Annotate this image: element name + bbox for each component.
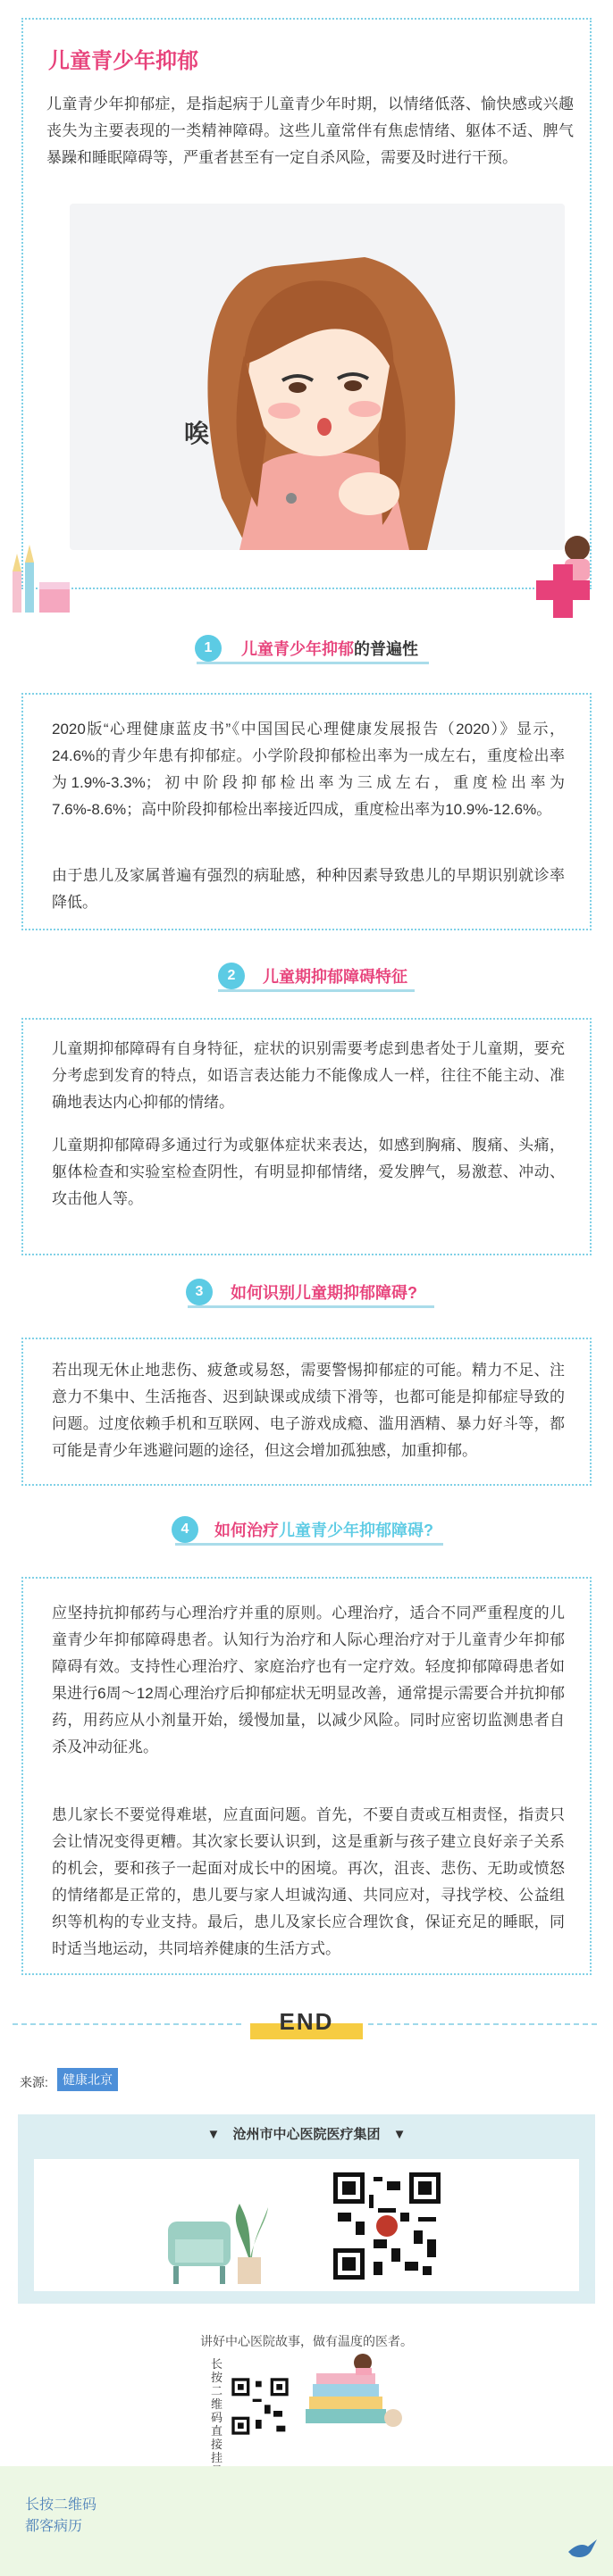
section-4-paragraph-2: 患儿家长不要觉得难堪，应直面问题。首先，不要自责或互相责怪，指责只会让情况变得更糟。其次家长要认识到，这是重新与孩子建立良好亲子关系的机会，要和孩子一起面对成长中的困境。再次，沮丧、悲伤、无助或愤怒的情绪都是正常的，患儿要与家人坦诚沟通、共同应对，寻找学校、公益组织等机构的专业支持。最后，患儿及家长应合理饮食，保证充足的睡眠，同时适当地运动，共同培养健康的生活方式。 <box>52 1806 565 1957</box>
section-2-heading <box>0 954 613 998</box>
medical-cross-decoration <box>533 529 606 627</box>
section-1-title <box>241 637 418 660</box>
section-1-box <box>21 693 592 930</box>
end-divider-right <box>368 2023 600 2025</box>
section-2-paragraph-1: 儿童期抑郁障碍有自身特征，症状的识别需要考虑到患者处于儿童期，要充分考虑到发育的特点，如语言表达能力不能像成人一样，往往不能主动、准确地表达内心抑郁的情绪。 <box>52 1040 565 1111</box>
section-4-number: 4 <box>172 1516 198 1543</box>
triangle-down-icon: ▼ <box>206 2127 221 2142</box>
register-qr-label: 长按二维码直接挂 <box>211 2357 223 2464</box>
footer-text <box>25 2495 97 2538</box>
triangle-down-icon: ▼ <box>392 2127 407 2142</box>
hospital-card-header <box>18 2114 595 2155</box>
section-4-underline <box>175 1543 443 1546</box>
section-2-underline <box>218 989 415 992</box>
section-3-title-highlight: 如何识别 <box>231 1284 295 1302</box>
sigh-text: 唉 <box>184 420 210 447</box>
section-1-paragraph-2: 由于患儿及家属普遍有强烈的病耻感，种种因素导致患儿的早期识别就诊率降低。 <box>52 867 565 911</box>
intro-paragraph: 儿童青少年抑郁症，是指起病于儿童青少年时期，以情绪低落、愉快感或兴趣丧失为主要表现的一类精神障碍。这些儿童常伴有焦虑情绪、躯体不适、脾气暴躁和睡眠障碍等，严重者甚至有一定自杀风险，需要及时进行干预。 <box>46 96 574 166</box>
section-3-underline <box>188 1305 434 1308</box>
register-qr-code[interactable] <box>229 2375 291 2438</box>
section-2-title-rest: 抑郁障碍特征 <box>311 968 407 986</box>
section-4-title-highlight: 如何治疗 <box>214 1521 279 1539</box>
section-2-paragraph-2: 儿童期抑郁障碍多通过行为或躯体症状来表达，如感到胸痛、腹痛、头痛，躯体检查和实验室检查阴性，有明显抑郁情绪，爱发脾气，易激惹、冲动、攻击他人等。 <box>52 1137 565 1207</box>
section-3-number: 3 <box>186 1279 213 1305</box>
hospital-card-body <box>34 2159 579 2291</box>
section-4-heading <box>0 1507 613 1552</box>
footer-line-2: 都客病历 <box>25 2519 83 2534</box>
end-label: END <box>250 2004 363 2039</box>
end-divider-left <box>13 2023 245 2025</box>
armchair-plant-illustration <box>168 2195 261 2288</box>
section-1-title-highlight: 儿童青少年抑郁 <box>241 640 354 658</box>
hospital-qr-code[interactable] <box>329 2168 445 2284</box>
books-child-illustration <box>300 2347 407 2439</box>
section-1-number: 1 <box>195 635 222 662</box>
section-4-title-rest: 儿童青少年抑郁障碍? <box>279 1521 433 1539</box>
bird-icon <box>567 2536 599 2563</box>
section-1-heading <box>0 626 613 671</box>
section-3-heading <box>0 1270 613 1314</box>
hospital-name: 沧州市中心医院医疗集团 <box>232 2127 381 2142</box>
section-3-title <box>231 1280 417 1304</box>
section-1-underline <box>197 662 429 664</box>
pencil-books-decoration <box>5 536 77 616</box>
section-1-paragraph-1: 2020版“心理健康蓝皮书”《中国国民心理健康发展报告（2020）》显示，24.6%的青少年患有抑郁症。小学阶段抑郁检出率为一成左右，重度检出率为1.9%-3.3%；初中阶段抑郁检出率为三成左右，重度检出率为7.6%-8.6%；高中阶段抑郁检出率接近四成，重度检出率为10.9%-12.6%。 <box>52 721 565 818</box>
section-3-box <box>21 1338 592 1486</box>
section-4-box <box>21 1577 592 1975</box>
hospital-slogan: 讲好中心医院故事，做有温度的医者。 <box>200 2334 413 2348</box>
section-2-title <box>263 964 407 988</box>
section-2-number: 2 <box>218 963 245 989</box>
footer-line-1: 长按二维码 <box>25 2497 97 2513</box>
section-2-title-highlight: 儿童期 <box>263 968 311 986</box>
source-label: 来源: <box>20 2075 48 2089</box>
section-1-title-rest: 的普遍性 <box>354 640 418 658</box>
section-4-paragraph-1: 应坚持抗抑郁药与心理治疗并重的原则。心理治疗，适合不同严重程度的儿童青少年抑郁障碍患者。认知行为治疗和人际心理治疗对于儿童青少年抑郁障碍有效。支持性心理治疗、家庭治疗也有一定疗效。轻度抑郁障碍患者如果进行6周～12周心理治疗后抑郁症状无明显改善，通常提示需要合并抗抑郁药，用药应从小剂量开始，缓慢加量，以减少风险。同时应密切监测患者自杀及冲动征兆。 <box>52 1605 565 1755</box>
section-2-box <box>21 1018 592 1255</box>
section-3-paragraph-1: 若出现无休止地悲伤、疲惫或易怒，需要警惕抑郁症的可能。精力不足、注意力不集中、生活拖沓、迟到缺课或成绩下滑等，也都可能是抑郁症导致的问题。过度依赖手机和互联网、电子游戏成瘾、滥用酒精、暴力好斗等，都可能是青少年逃避问题的途径，但这会增加孤独感，加重抑郁。 <box>52 1362 565 1459</box>
section-4-title <box>214 1518 433 1541</box>
source-link[interactable]: 健康北京 <box>57 2068 118 2091</box>
section-3-title-rest: 儿童期抑郁障碍? <box>295 1284 417 1302</box>
girl-illustration <box>70 204 565 550</box>
intro-title: 儿童青少年抑郁 <box>48 49 198 73</box>
